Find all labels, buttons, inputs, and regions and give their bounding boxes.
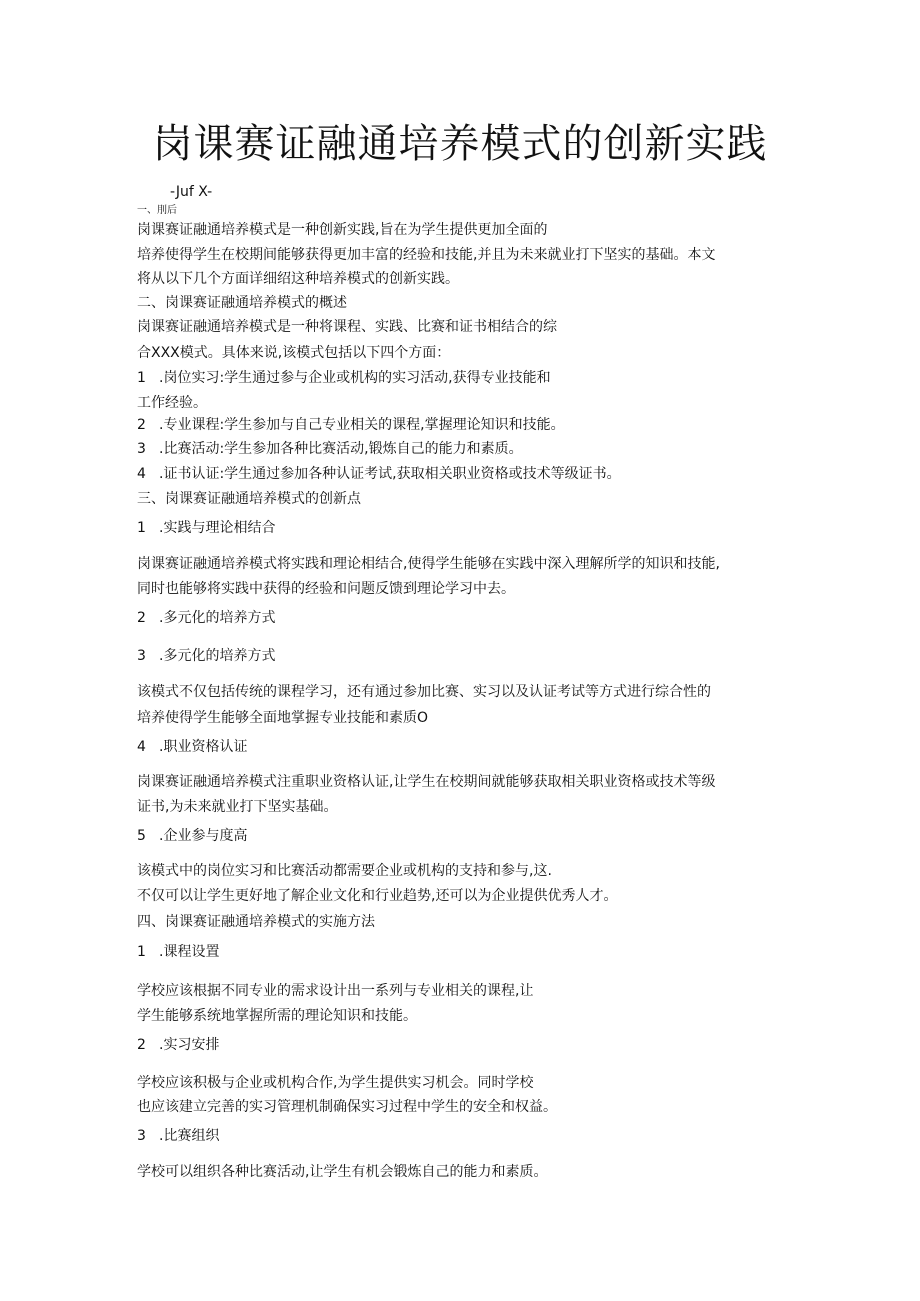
item-number: 1 [137,944,146,960]
line-text: 学校应该积极与企业或机构合作,为学生提供实习机会。同时学校 [137,1075,534,1091]
body-line [137,1074,533,1092]
body-line [137,862,552,880]
line-text: 学校应该根据不同专业的需求设计出一系列与专业相关的课程,让 [137,983,534,999]
line-text: 二、岗课赛证融通培养模式的概述 [137,295,347,311]
numbered-item [137,1127,219,1145]
line-text: .证书认证:学生通过参加各种认证考试,获取相关职业资格或技术等级证书。 [159,466,621,482]
line-text: .多元化的培养方式 [159,648,276,664]
numbered-item [137,519,275,537]
line-text: .岗位实习:学生通过参与企业或机构的实习活动,获得专业技能和 [159,370,551,386]
line-text: 学校可以组织各种比赛活动,让学生有机会锻炼自己的能力和素质。 [137,1164,548,1180]
line-text: 合XXX模式。具体来说,该模式包括以下四个方面： [137,345,451,361]
body-line [137,294,347,312]
line-text: .课程设置 [159,944,220,960]
line-text: 三、岗课赛证融通培养模式的创新点 [137,491,361,507]
body-line [137,394,207,412]
line-text: 不仅可以让学生更好地了解企业文化和行业趋势,还可以为企业提供优秀人才。 [137,888,618,904]
item-number: 3 [137,441,146,457]
body-line [137,344,450,362]
line-text: .实践与理论相结合 [159,520,276,536]
item-number: 4 [137,739,146,755]
numbered-item [137,440,523,458]
line-text: .比赛组织 [159,1128,220,1144]
line-text: 同时也能够将实践中获得的经验和问题反馈到理论学习中去。 [137,581,515,597]
body-line [137,887,617,905]
body-line [137,221,547,239]
author-line: -Juf X- [170,184,213,200]
line-text: 该模式不仅包括传统的课程学习，还有通过参加比赛、实习以及认证考试等方式进行综合性的 [137,684,711,700]
line-text: .职业资格认证 [159,739,248,755]
numbered-item [137,943,219,961]
line-text: .企业参与度高 [159,828,248,844]
numbered-item [137,647,275,665]
item-number: 3 [137,648,146,664]
item-number: 1 [137,520,146,536]
body-line [137,318,557,336]
body-line [137,709,428,727]
line-text: 四、岗课赛证融通培养模式的实施方法 [137,914,375,930]
line-text: .专业课程:学生参加与自己专业相关的课程,掌握理论知识和技能。 [159,417,565,433]
numbered-item [137,1036,219,1054]
line-text: 将从以下几个方面详细绍这种培养模式的创新实践。 [137,271,459,287]
body-line [137,982,533,1000]
line-text: 岗课赛证融通培养模式注重职业资格认证,让学生在校期间就能够获取相关职业资格或技术等级 [137,774,716,790]
numbered-item [137,416,565,434]
item-number: 5 [137,828,146,844]
line-text: 岗课赛证融通培养模式是一种将课程、实践、比赛和证书相结合的综 [137,319,557,335]
line-text: 也应该建立完善的实习管理机制确保实习过程中学生的安全和权益。 [137,1099,557,1115]
numbered-item [137,465,621,483]
line-text: 该模式中的岗位实习和比赛活动都需要企业或机构的支持和参与,这. [137,863,552,879]
body-line [137,1007,417,1025]
line-text: 培养使得学生在校期间能够获得更加丰富的经验和技能,并且为未来就业打下坚实的基础。本文 [137,247,716,263]
item-number: 2 [137,610,146,626]
body-line [137,246,715,264]
line-text: 工作经验。 [137,395,207,411]
body-line [137,913,375,931]
numbered-item [137,738,247,756]
item-number: 1 [137,370,146,386]
body-line [137,683,711,701]
item-number: 2 [137,1037,146,1053]
body-line [137,773,715,791]
line-text: 岗课赛证融通培养模式是一种创新实践,旨在为学生提供更加全面的 [137,222,548,238]
line-text: 岗课赛证融通培养模式将实践和理论相结合,使得学生能够在实践中深入理解所学的知识和技能, [137,556,720,572]
body-line [137,1098,557,1116]
line-text: 证书,为未来就业打下坚实基础。 [137,799,338,815]
body-line [137,490,361,508]
line-text: .实习安排 [159,1037,220,1053]
line-text: 培养使得学生能够全面地掌握专业技能和素质O [137,710,429,726]
item-number: 2 [137,417,146,433]
body-line [137,798,337,816]
body-line [137,270,459,288]
line-text: 一、刖后 [137,205,177,216]
numbered-item [137,609,275,627]
line-text: 学生能够系统地掌握所需的理论知识和技能。 [137,1008,417,1024]
item-number: 3 [137,1128,146,1144]
line-text: .比赛活动:学生参加各种比赛活动,锻炼自己的能力和素质。 [159,441,523,457]
body-line [137,555,720,573]
item-number: 4 [137,466,146,482]
body-line [137,1163,547,1181]
line-text: .多元化的培养方式 [159,610,276,626]
body-line [137,580,515,598]
document-title: 岗课赛证融通培养模式的创新实践 [152,121,768,167]
numbered-item [137,827,247,845]
body-line [137,202,177,220]
numbered-item [137,369,551,387]
